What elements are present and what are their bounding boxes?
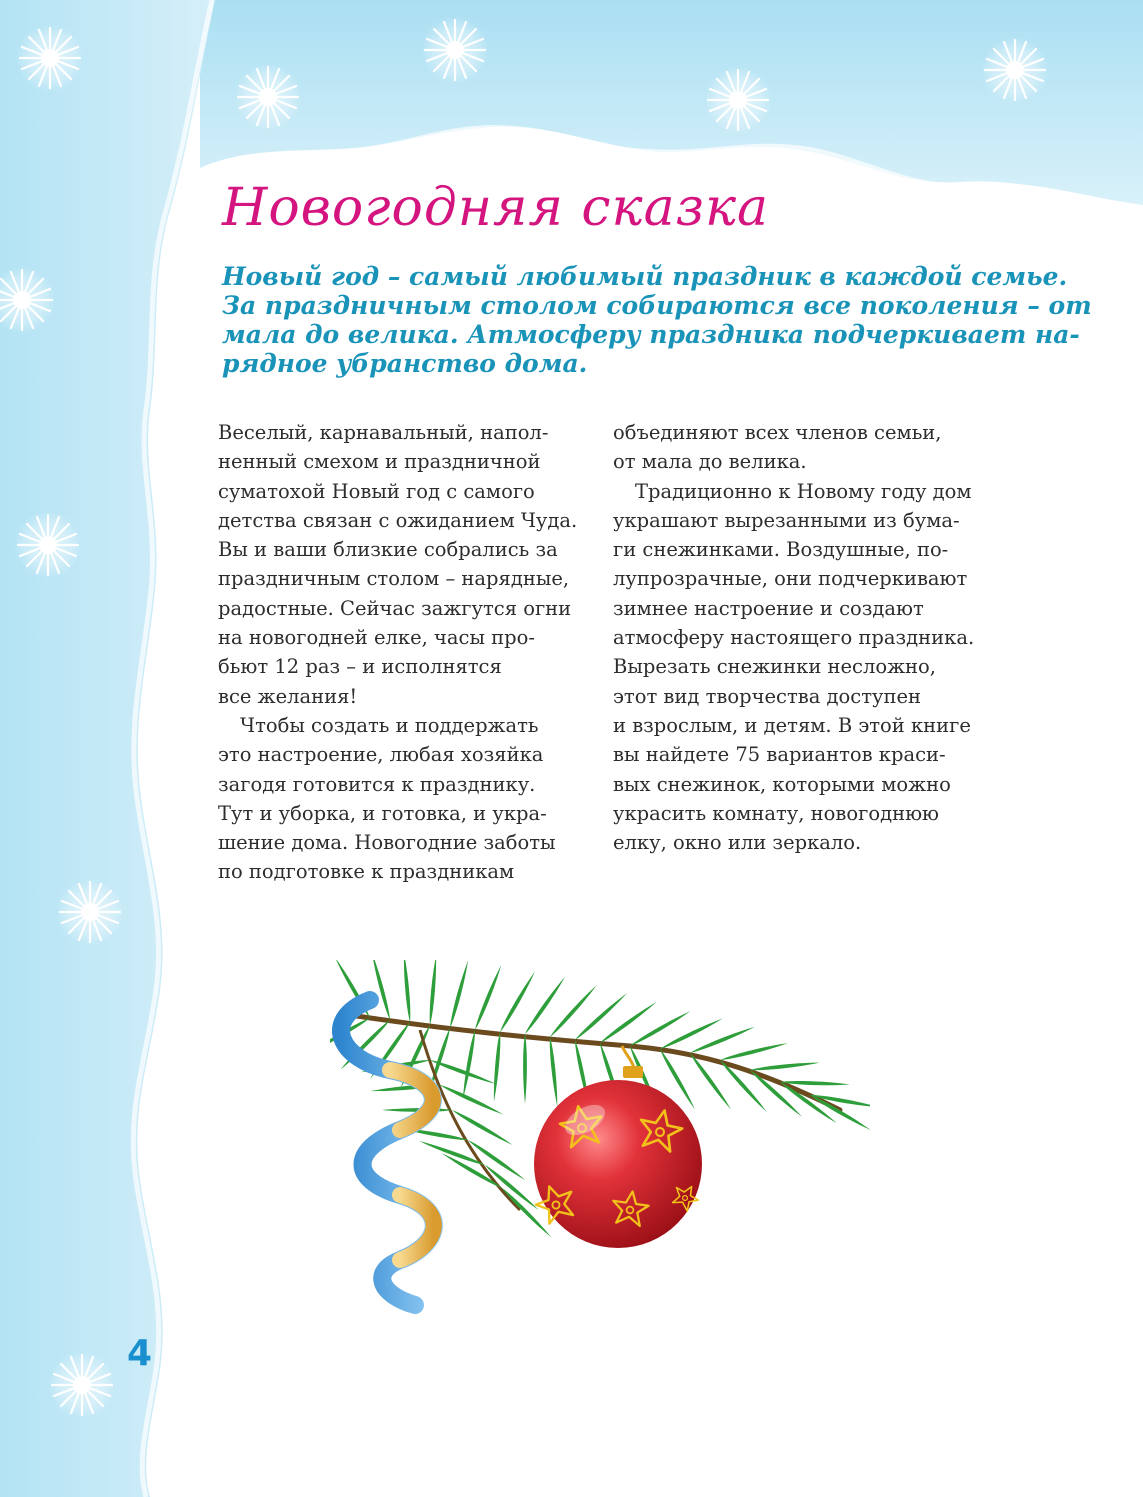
- snowflake-icon: [421, 16, 489, 84]
- text-line: украсить комнату, новогоднюю: [613, 801, 940, 825]
- text-line: Веселый, карнавальный, напол-: [218, 421, 549, 444]
- lead-line: мала до велика. Атмосферу праздника подчеркивает на-: [222, 320, 1080, 349]
- text-line: загодя готовится к празднику.: [218, 772, 536, 796]
- text-line: и взрослым, и детям. В этой книге: [613, 713, 971, 737]
- lead-line: рядное убранство дома.: [222, 349, 588, 378]
- body-column-left: [218, 418, 577, 887]
- text-line: Традиционно к Новому году дом: [635, 479, 972, 503]
- text-line: детства связан с ожиданием Чуда.: [218, 508, 578, 532]
- ornament-cap: [623, 1066, 643, 1078]
- ornament-hook: [622, 1046, 634, 1068]
- snowflake-icon: [48, 1351, 116, 1419]
- text-line: ненный смехом и праздничной: [218, 450, 541, 474]
- page-number: 4: [127, 1333, 153, 1374]
- text-line: суматохой Новый год с самого: [218, 479, 535, 503]
- snowflake-icon: [704, 66, 772, 134]
- body-column-right: [613, 418, 974, 857]
- snowflake-icon: [981, 36, 1049, 104]
- fir-branch-illustration: [330, 960, 870, 1340]
- page-title: Новогодняя сказка: [222, 178, 770, 238]
- snowflake-icon: [56, 878, 124, 946]
- text-line: вы найдете 75 вариантов краси-: [613, 743, 946, 767]
- text-line: объединяют всех членов семьи,: [613, 421, 942, 444]
- text-line: Вы и ваши близкие собрались за: [218, 538, 558, 562]
- text-line: этот вид творчества доступен: [613, 684, 922, 708]
- text-line: зимнее настроение и создают: [613, 596, 924, 620]
- text-line: елку, окно или зеркало.: [613, 831, 862, 855]
- text-line: Вырезать снежинки несложно,: [613, 655, 936, 679]
- text-line: шение дома. Новогодние заботы: [218, 831, 556, 855]
- text-line: от мала до велика.: [613, 450, 807, 474]
- text-line: атмосферу настоящего праздника.: [613, 626, 975, 650]
- text-line: Чтобы создать и поддержать: [240, 713, 539, 737]
- text-line: лупрозрачные, они подчеркивают: [613, 567, 968, 591]
- lead-paragraph: [222, 262, 1092, 378]
- lead-line: Новый год – самый любимый праздник в каждой семье.: [222, 262, 1068, 291]
- snowflake-icon: [234, 63, 302, 131]
- text-line: вых снежинок, которыми можно: [613, 772, 951, 796]
- text-line: на новогодней елке, часы про-: [218, 626, 535, 650]
- text-line: праздничным столом – нарядные,: [218, 567, 570, 591]
- text-line: радостные. Сейчас зажгутся огни: [218, 596, 572, 620]
- snowflake-icon: [14, 511, 82, 579]
- text-line: бьют 12 раз – и исполнятся: [218, 655, 502, 679]
- text-line: по подготовке к праздникам: [218, 860, 515, 884]
- lead-line: За праздничным столом собираются все поколения – от: [222, 291, 1092, 320]
- text-line: это настроение, любая хозяйка: [218, 743, 544, 767]
- text-line: Тут и уборка, и готовка, и укра-: [218, 801, 547, 825]
- snowflake-icon: [16, 24, 84, 92]
- text-line: все желания!: [218, 684, 358, 708]
- text-line: ги снежинками. Воздушные, по-: [613, 538, 949, 562]
- text-line: украшают вырезанными из бума-: [613, 508, 960, 532]
